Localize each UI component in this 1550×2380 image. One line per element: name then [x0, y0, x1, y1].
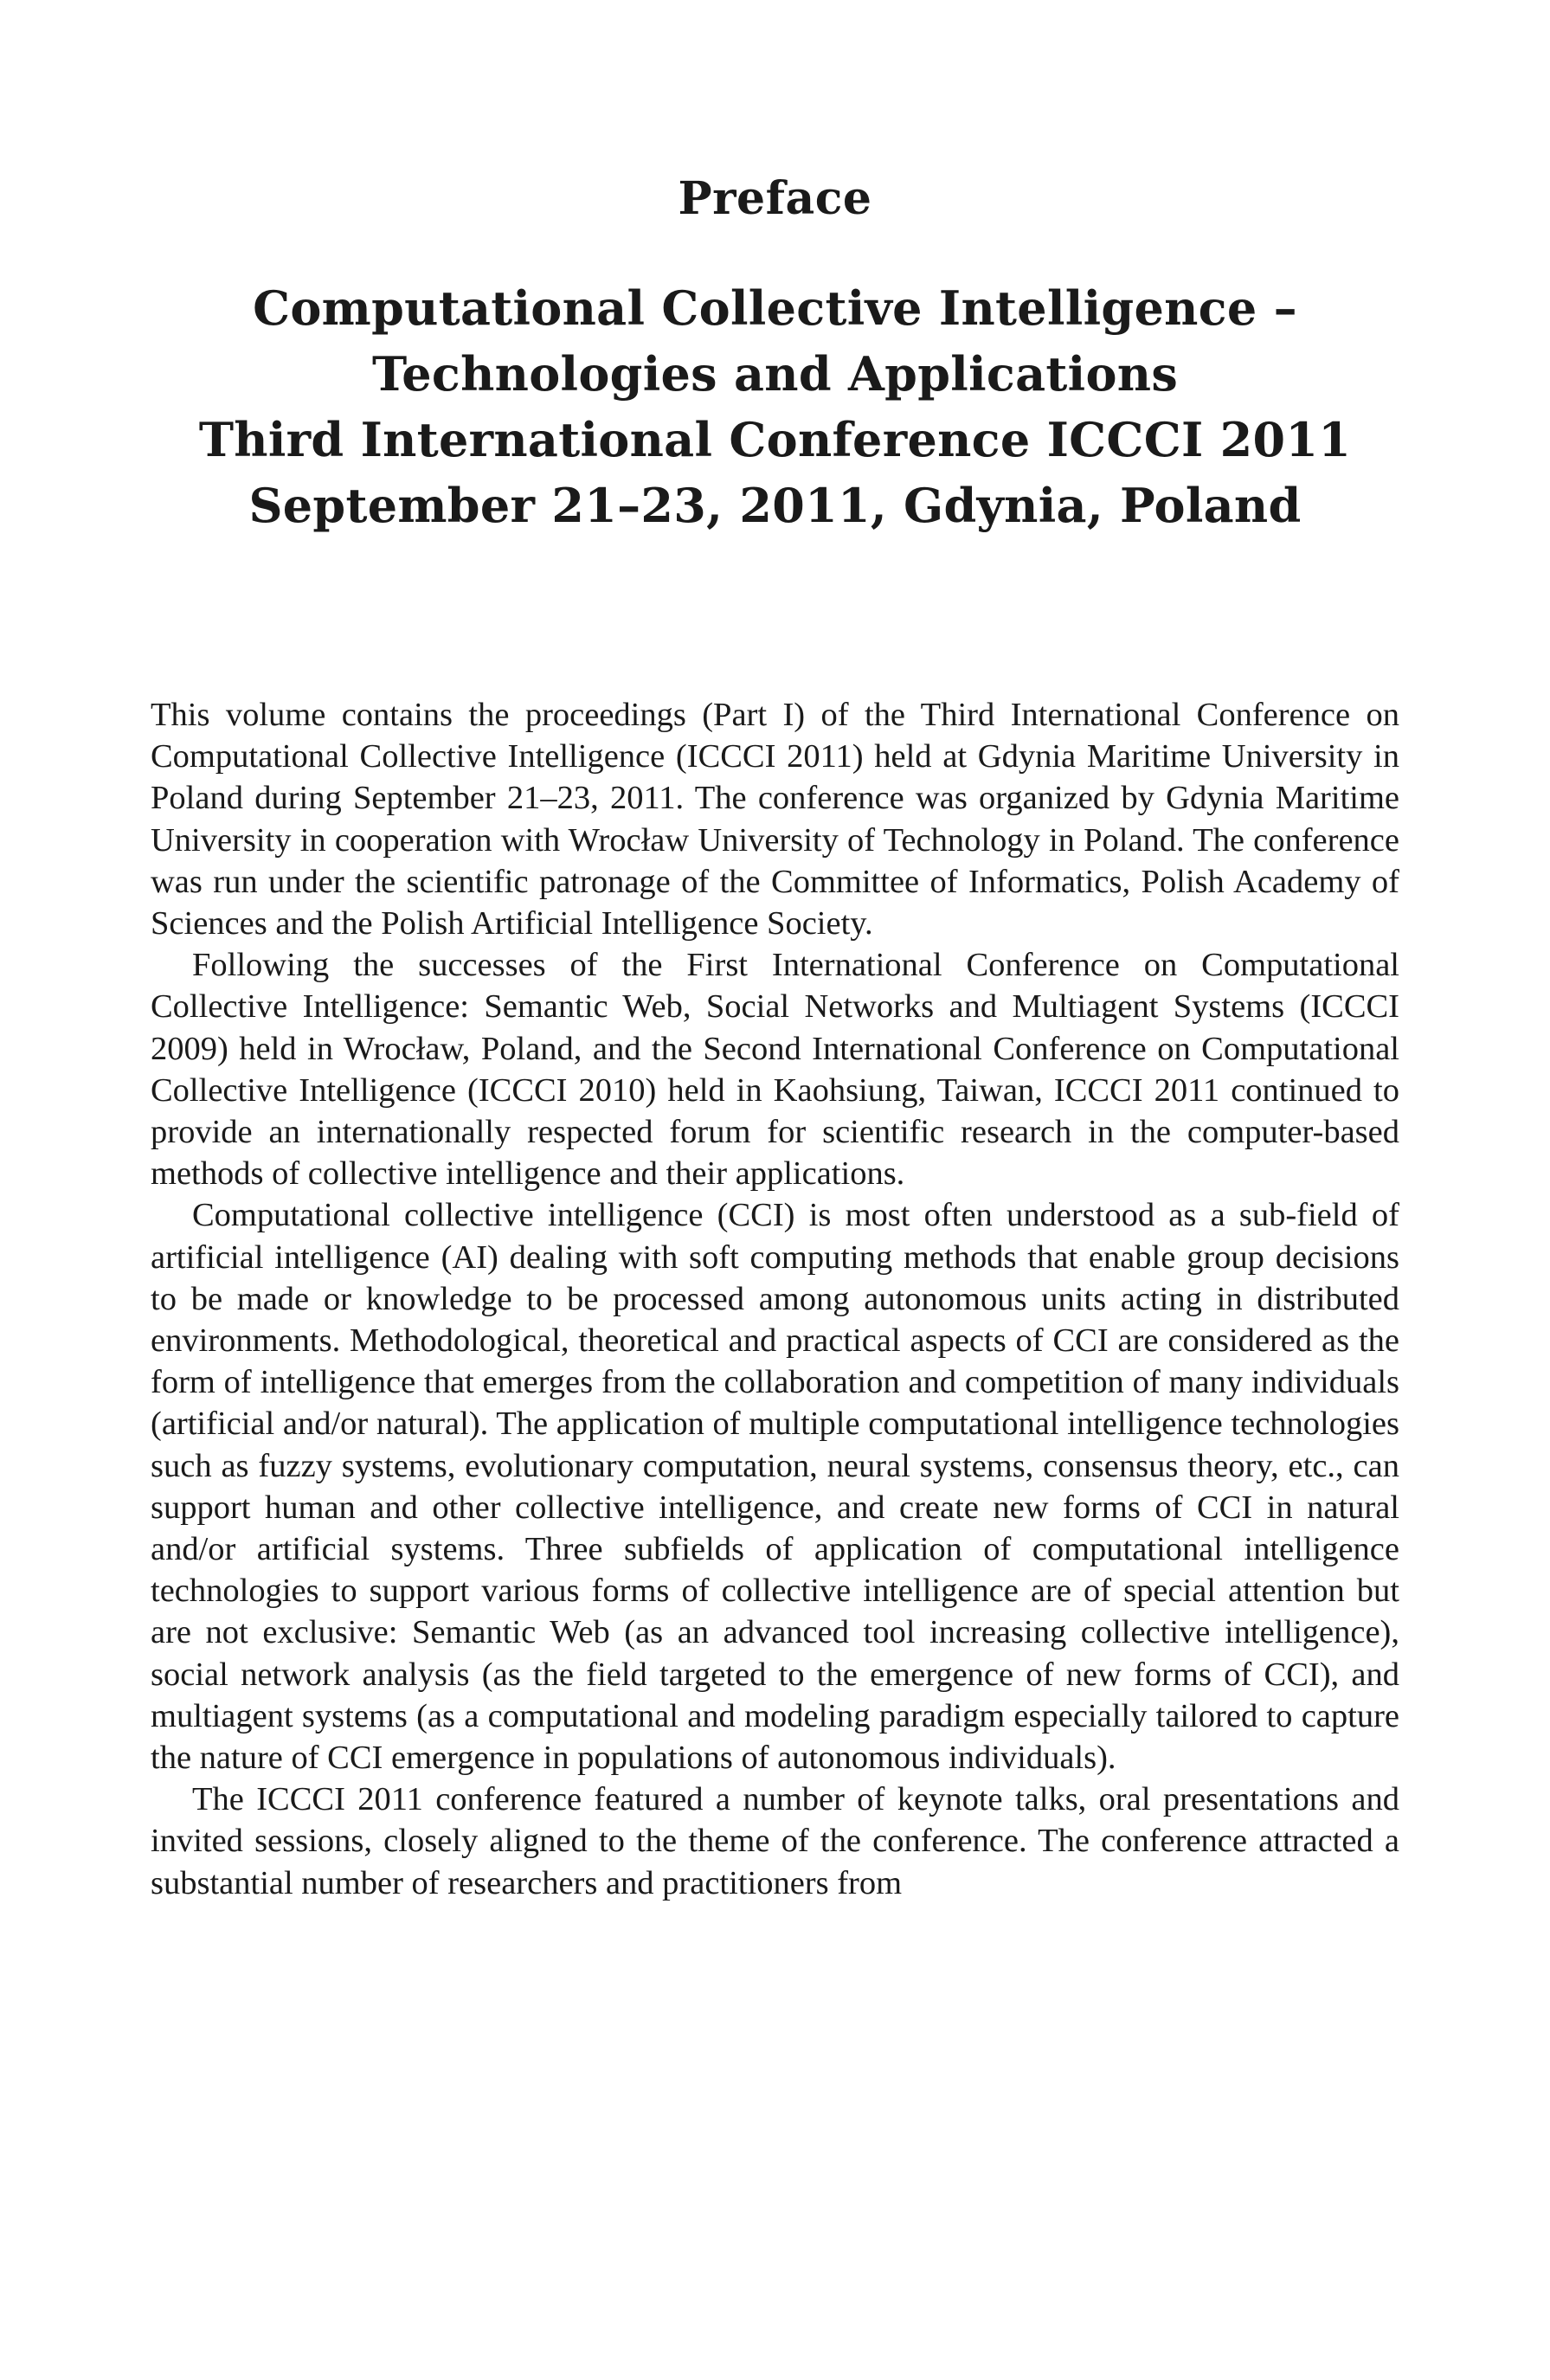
title-line-4: September 21–23, 2011, Gdynia, Poland: [248, 478, 1302, 533]
title-line-3: Third International Conference ICCCI 2011: [198, 412, 1352, 467]
paragraph-4: The ICCCI 2011 conference featured a number of keynote talks, oral presentations and invited sessions, closely aligned to the theme of the conference. The conference attracted a substantial number of researchers and practitioners from: [151, 1781, 1399, 1901]
conference-title: [0, 275, 1550, 538]
body-text: [151, 694, 1399, 1904]
title-line-1: Computational Collective Intelligence –: [253, 280, 1297, 336]
page-heading: Preface: [678, 172, 872, 225]
paragraph-3: Computational collective intelligence (CCI) is most often understood as a sub-field of artificial intelligence (AI) dealing with soft computing methods that enable group decisions to be made or knowledge to be processed among autonomous units acting in distributed environments. Methodological, theoretical and practical aspects of CCI are considered as the form of intelligence that emerges from the collaboration and competition of many individuals (artificial and/or natural). The application of multiple computational intelligence technologies such as fuzzy systems, evolutionary computation, neural systems, consensus theory, etc., can support human and other collective intelligence, and create new forms of CCI in natural and/or artificial systems. Three subfields of application of computational intelligence technologies to support various forms of collective intelligence are of special attention but are not exclusive: Semantic Web (as an advanced tool increasing collective intelligence), social network analysis (as the field targeted to the emergence of new forms of CCI), and multiagent systems (as a computational and modeling paradigm especially tailored to capture the nature of CCI emergence in populations of autonomous individuals).: [151, 1197, 1399, 1777]
title-line-2: Technologies and Applications: [371, 346, 1179, 402]
paragraph-2: Following the successes of the First International Conference on Computational Collective Intelligence: Semantic Web, Social Networks and Multiagent Systems (ICCCI 2009) held in Wrocław, Poland, and the Second International Conference on Computational Collective Intelligence (ICCCI 2010) held in Kaohsiung, Taiwan, ICCCI 2011 continued to provide an internationally respected forum for scientific research in the computer-based methods of collective intelligence and their applications.: [151, 947, 1399, 1193]
paragraph-1: This volume contains the proceedings (Part I) of the Third International Conference on Computational Collective Intelligence (ICCCI 2011) held at Gdynia Maritime University in Poland during September 21–23, 2011. The conference was organized by Gdynia Maritime University in cooperation with Wrocław University of Technology in Poland. The conference was run under the scientific patronage of the Committee of Informatics, Polish Academy of Sciences and the Polish Artificial Intelligence Society.: [151, 697, 1399, 942]
